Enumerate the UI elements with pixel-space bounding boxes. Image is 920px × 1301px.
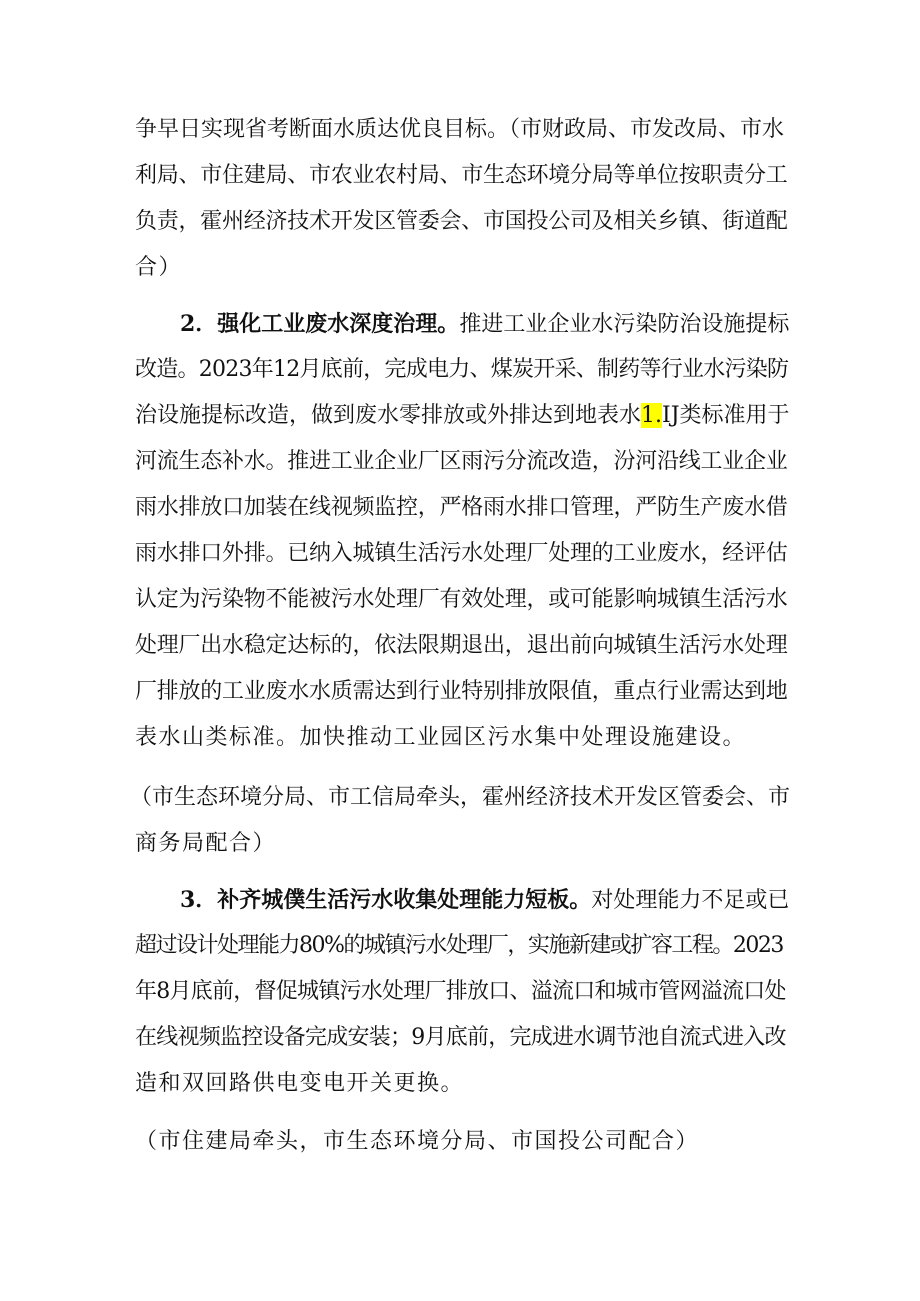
paragraph-line: 河流生态补水。推进工业企业厂区雨污分流改造，汾河沿线工业企业 [135, 449, 788, 474]
paragraph-line: 处理厂出水稳定达标的，依法限期退出，退出前向城镇生活污水处理 [135, 633, 788, 658]
paragraph-line: 合） [135, 255, 183, 280]
section-2-line-text: 推进工业企业水污染防治设施提标 [459, 312, 790, 337]
section-3-line-text: 对处理能力不足或已 [591, 888, 790, 913]
highlighted-text: 1. [641, 403, 663, 428]
paragraph-line: 改造。2023年12月底前，完成电力、煤炭开采、制药等行业水污染防 [135, 357, 789, 382]
section-3-first-line [180, 882, 789, 918]
paragraph-line: 造和双回路供电变电开关更换。 [135, 1071, 465, 1096]
responsibility-note: 商务局配合） [135, 831, 277, 856]
line-text: 治设施提标改造，做到废水零排放或外排达到地表水 [135, 403, 642, 428]
paragraph-line: 厂排放的工业废水水质需达到行业特别排放限值，重点行业需达到地 [135, 679, 788, 704]
section-2-heading: 2．强化工业废水深度治理。 [180, 311, 460, 337]
paragraph-line: 雨水排口外排。已纳入城镇生活污水处理厂处理的工业废水，经评估 [135, 541, 788, 566]
responsibility-note: （市住建局牵头，市生态环境分局、市国投公司配合） [135, 1129, 700, 1154]
paragraph-line-with-highlight [135, 398, 790, 434]
paragraph-line: 在线视频监控设备完成安装；9月底前，完成进水调节池自流式进入改 [135, 1025, 786, 1050]
paragraph-line: 雨水排放口加装在线视频监控，严格雨水排口管理，严防生产废水借 [135, 495, 788, 520]
responsibility-note: （市生态环境分局、市工信局牵头，霍州经济技术开发区管委会、市 [130, 785, 791, 810]
paragraph-line: 争早日实现省考断面水质达优良目标。（市财政局、市发改局、市水 [135, 117, 785, 142]
section-3-heading: 3．补齐城僕生活污水收集处理能力短板。 [180, 887, 592, 913]
paragraph-line: 表水山类标准。加快推动工业园区污水集中处理设施建设。 [135, 725, 747, 750]
paragraph-line: 利局、市住建局、市农业农村局、市生态环境分局等单位按职责分工 [135, 163, 788, 188]
paragraph-line: 负责，霍州经济技术开发区管委会、市国投公司及相关乡镇、街道配 [135, 209, 788, 234]
paragraph-line: 超过设计处理能力80%的城镇污水处理厂，实施新建或扩容工程。2023 [135, 933, 783, 958]
paragraph-line: 年8月底前，督促城镇污水处理厂排放口、溢流口和城市管网溢流口处 [135, 979, 786, 1004]
section-2-first-line [180, 306, 789, 342]
line-text: IJ类标准用于 [662, 403, 790, 428]
paragraph-line: 认定为污染物不能被污水处理厂有效处理，或可能影响城镇生活污水 [135, 587, 788, 612]
